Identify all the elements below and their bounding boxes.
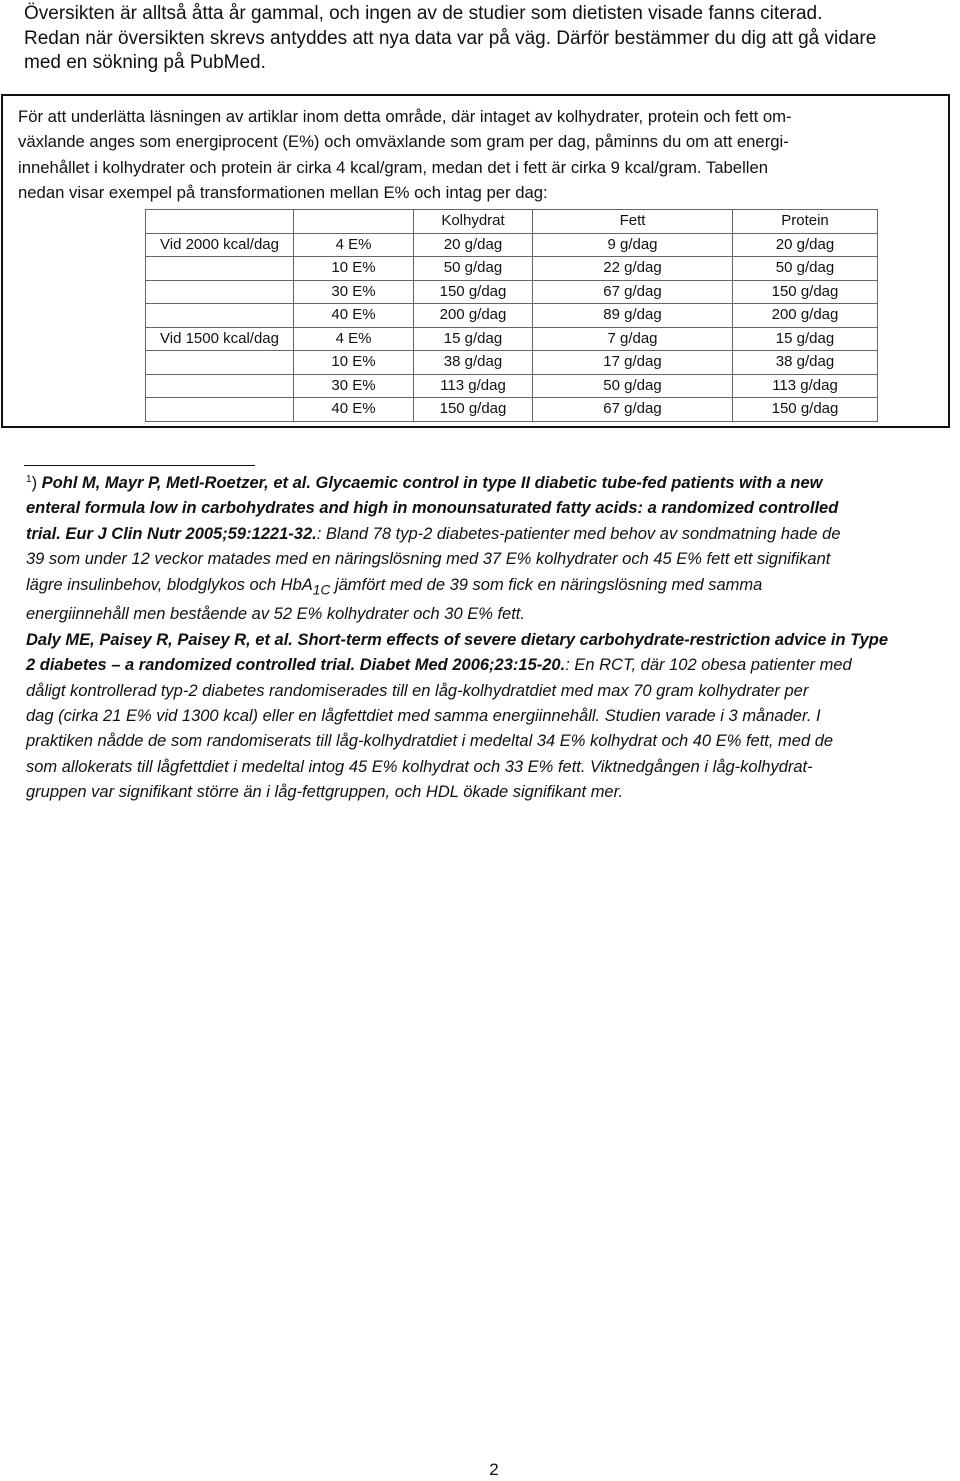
table-cell: 150 g/dag	[414, 280, 533, 304]
table-row	[146, 257, 878, 281]
table-cell: 17 g/dag	[533, 351, 733, 375]
table-cell: 40 E%	[294, 398, 414, 422]
footnotes	[26, 471, 951, 806]
reference-pohl-citation: trial. Eur J Clin Nutr 2005;59:1221-32.	[26, 524, 317, 543]
footnote-pohl-line	[26, 471, 951, 496]
table-header-cell: Fett	[533, 210, 733, 234]
reference-daly-summary: : En RCT, där 102 obesa patienter med	[565, 656, 852, 675]
footnote-daly-line: dag (cirka 21 E% vid 1300 kcal) eller en lågfettdiet med samma energiinnehåll. Studien varade i 3 månader. I	[26, 706, 821, 725]
footnote-daly-line: gruppen var signifikant större än i låg-fettgruppen, och HDL ökade signifikant mer.	[26, 783, 624, 802]
info-box-line: nedan visar exempel på transformationen mellan E% och intag per dag:	[18, 182, 548, 202]
table-cell: Vid 1500 kcal/dag	[146, 327, 294, 351]
footnote-daly-line: dåligt kontrollerad typ-2 diabetes randomiserades till en låg-kolhydratdiet med max 70 gram kolhydrater per	[26, 681, 809, 700]
reference-pohl-summary: lägre insulinbehov, blodglykos och HbA	[26, 575, 313, 594]
table-cell: 22 g/dag	[533, 257, 733, 281]
table-cell: 67 g/dag	[533, 280, 733, 304]
table-row	[146, 280, 878, 304]
reference-daly-citation: Daly ME, Paisey R, Paisey R, et al. Short-term effects of severe dietary carbohydrate-restriction advice in Type	[26, 630, 889, 649]
reference-pohl-citation: Pohl M, Mayr P, Metl-Roetzer, et al. Glycaemic control in type II diabetic tube-fed patients with a new	[41, 474, 823, 492]
table-cell: 10 E%	[294, 351, 414, 375]
table-cell: 10 E%	[294, 257, 414, 281]
footnote-daly-line	[26, 628, 951, 653]
table-cell: 15 g/dag	[733, 327, 878, 351]
reference-pohl-citation: enteral formula low in carbohydrates and high in monounsaturated fatty acids: a randomized controlled	[26, 499, 839, 518]
footnote-paren: )	[31, 474, 38, 492]
info-box-line: innehållet i kolhydrater och protein är cirka 4 kcal/gram, medan det i fett är cirka 9 kcal/gram. Tabellen	[18, 157, 769, 177]
table-cell: 15 g/dag	[414, 327, 533, 351]
table-cell: 7 g/dag	[533, 327, 733, 351]
table-row	[146, 327, 878, 351]
table-header-cell: Protein	[733, 210, 878, 234]
table-cell	[146, 280, 294, 304]
intro-line: Översikten är alltså åtta år gammal, och ingen av de studier som dietisten visade fanns citerad.	[24, 3, 823, 24]
table-cell: 38 g/dag	[414, 351, 533, 375]
intro-line: Redan när översikten skrevs antyddes att nya data var på väg. Därför bestämmer du dig att gå vidare	[24, 27, 877, 49]
table-cell: 89 g/dag	[533, 304, 733, 328]
table-cell: 113 g/dag	[414, 374, 533, 398]
table-cell: 4 E%	[294, 327, 414, 351]
table-cell: 150 g/dag	[733, 280, 878, 304]
footnote-pohl-line: 39 som under 12 veckor matades med en näringslösning med 37 E% kolhydrater och 45 E% fett ett signifikant	[26, 550, 831, 569]
table-row	[146, 351, 878, 375]
reference-pohl-summary: : Bland 78 typ-2 diabetes-patienter med behov av sondmatning hade de	[316, 524, 841, 543]
footnote-separator	[24, 465, 255, 466]
table-cell	[146, 257, 294, 281]
info-box-line: För att underlätta läsningen av artiklar inom detta område, där intaget av kolhydrater, protein och fett om-	[18, 107, 792, 126]
table-cell: 200 g/dag	[733, 304, 878, 328]
footnote-daly-line: som allokerats till lågfettdiet i medeltal intog 45 E% kolhydrat och 33 E% fett. Viktnedgången i låg-kolhydrat-	[26, 757, 813, 776]
footnote-pohl-line	[26, 573, 951, 603]
table-cell: 30 E%	[294, 374, 414, 398]
table-row	[146, 374, 878, 398]
footnote-pohl-line: energiinnehåll men bestående av 52 E% kolhydrater och 30 E% fett.	[26, 605, 525, 624]
reference-pohl-summary: jämfört med de 39 som fick en näringslösning med samma	[330, 575, 763, 594]
footnote-number: 1	[26, 474, 32, 485]
table-cell: 38 g/dag	[733, 351, 878, 375]
table-cell: 50 g/dag	[733, 257, 878, 281]
table-cell: 150 g/dag	[414, 398, 533, 422]
table-cell: 113 g/dag	[733, 374, 878, 398]
table-cell: 9 g/dag	[533, 233, 733, 257]
table-cell: 20 g/dag	[414, 233, 533, 257]
reference-daly-citation: 2 diabetes – a randomized controlled trial. Diabet Med 2006;23:15-20.	[26, 656, 566, 675]
table-cell	[146, 374, 294, 398]
table-row	[146, 233, 878, 257]
conversion-table	[145, 209, 878, 422]
info-box-text	[18, 104, 933, 205]
footnote-daly-line	[26, 653, 951, 678]
intro-paragraph	[24, 2, 949, 76]
table-cell	[146, 351, 294, 375]
info-box-line: växlande anges som energiprocent (E%) och omväxlande som gram per dag, påminns du om att energi-	[18, 132, 789, 152]
table-cell: 4 E%	[294, 233, 414, 257]
footnote-marker	[26, 474, 37, 492]
table-cell	[146, 398, 294, 422]
table-row	[146, 304, 878, 328]
table-cell	[146, 304, 294, 328]
table-header-row	[146, 210, 878, 234]
table-row	[146, 398, 878, 422]
table-header-cell	[146, 210, 294, 234]
table-cell: 200 g/dag	[414, 304, 533, 328]
table-cell: 150 g/dag	[733, 398, 878, 422]
table-cell: 30 E%	[294, 280, 414, 304]
table-cell: 50 g/dag	[414, 257, 533, 281]
table-header-cell	[294, 210, 414, 234]
table-cell: Vid 2000 kcal/dag	[146, 233, 294, 257]
hba1c-subscript: 1C	[312, 581, 331, 597]
footnote-pohl-line	[26, 522, 951, 547]
table-cell: 40 E%	[294, 304, 414, 328]
footnote-pohl-line	[26, 496, 951, 521]
footnote-daly-line: praktiken nådde de som randomiserats till låg-kolhydratdiet i medeltal 34 E% kolhydrat och 40 E% fett, med de	[26, 732, 834, 751]
table-cell: 20 g/dag	[733, 233, 878, 257]
intro-line: med en sökning på PubMed.	[24, 52, 266, 73]
table-cell: 50 g/dag	[533, 374, 733, 398]
page-number: 2	[489, 1460, 499, 1479]
table-header-cell: Kolhydrat	[414, 210, 533, 234]
table-cell: 67 g/dag	[533, 398, 733, 422]
